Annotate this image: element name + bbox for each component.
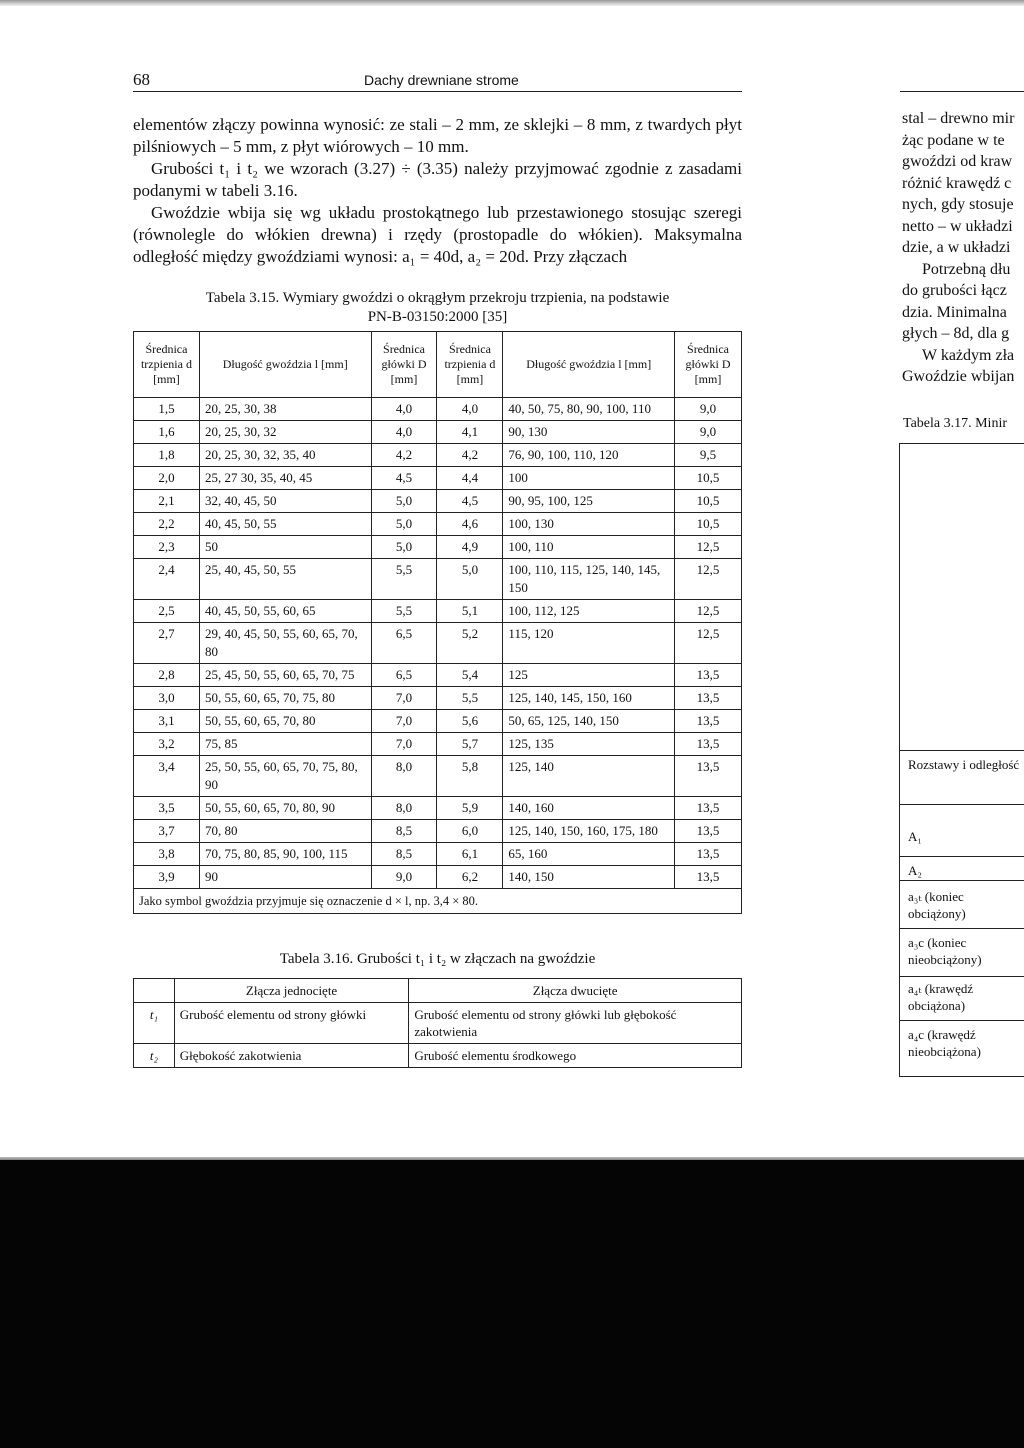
- table-cell: 5,0: [371, 490, 437, 513]
- table-cell: 4,5: [437, 490, 503, 513]
- column-header: Długość gwoździa l [mm]: [503, 332, 675, 398]
- table-cell: 5,1: [437, 600, 503, 623]
- table-cell: 13,5: [675, 710, 742, 733]
- table-cell: 25, 27 30, 35, 40, 45: [199, 467, 371, 490]
- table-row: [134, 600, 742, 623]
- right-column-text: [902, 108, 1024, 388]
- table-cell: 125, 140, 145, 150, 160: [503, 687, 675, 710]
- table-cell: 13,5: [675, 733, 742, 756]
- table-row: [134, 866, 742, 889]
- table-cell: 125, 140, 150, 160, 175, 180: [503, 820, 675, 843]
- table-row: [134, 710, 742, 733]
- table-3-17-partial: [899, 443, 1024, 1077]
- table-cell: 7,0: [371, 710, 437, 733]
- table-cell: 4,4: [437, 467, 503, 490]
- header-rule-right: [900, 91, 1024, 92]
- table-header-row: [134, 332, 742, 398]
- table-cell: 40, 50, 75, 80, 90, 100, 110: [503, 398, 675, 421]
- table-cell: 140, 160: [503, 797, 675, 820]
- table-cell: 5,8: [437, 756, 503, 797]
- table-row: [134, 467, 742, 490]
- table-cell: 5,5: [437, 687, 503, 710]
- table-cell: 70, 75, 80, 85, 90, 100, 115: [199, 843, 371, 866]
- right-line: netto – w układzi: [902, 217, 1013, 235]
- right-line: W każdym zła: [922, 346, 1015, 364]
- table-row: [134, 444, 742, 467]
- table-row: [134, 559, 742, 600]
- row-label: a₃ₜ (koniec obciążony): [908, 889, 966, 921]
- table-rule: [899, 856, 1024, 857]
- table-cell: 4,2: [371, 444, 437, 467]
- table-row: [134, 1044, 742, 1068]
- right-line: dzia. Minimalna: [902, 303, 1007, 321]
- table-cell: 1,8: [134, 444, 200, 467]
- table-row: [134, 623, 742, 664]
- table-cell: 6,5: [371, 664, 437, 687]
- column-header: Średnica główki D [mm]: [371, 332, 437, 398]
- table-cell: 2,4: [134, 559, 200, 600]
- table-cell: 4,6: [437, 513, 503, 536]
- right-line: żąc podane w te: [902, 131, 1005, 149]
- table-cell: 2,7: [134, 623, 200, 664]
- table-rule: [899, 804, 1024, 805]
- right-line: dzie, a w układzi: [902, 239, 1011, 256]
- row-label: a₄ₜ (krawędź obciążona): [908, 981, 974, 1013]
- table-3-17-caption: Tabela 3.17. Minir: [903, 416, 1007, 431]
- table-cell: 4,9: [437, 536, 503, 559]
- table-cell: 50, 55, 60, 65, 70, 80: [199, 710, 371, 733]
- table-rule: [899, 880, 1024, 881]
- table-cell: 4,1: [437, 421, 503, 444]
- table-cell: 10,5: [675, 490, 742, 513]
- table-row: [134, 513, 742, 536]
- right-line: stal – drewno mir: [902, 110, 1015, 127]
- table-cell: 140, 150: [503, 866, 675, 889]
- table-cell: 40, 45, 50, 55, 60, 65: [199, 600, 371, 623]
- scan-background: [0, 1160, 1024, 1448]
- table-cell: 9,0: [675, 421, 742, 444]
- table-row: [134, 687, 742, 710]
- right-line: nych, gdy stosuje: [902, 196, 1014, 213]
- row-label: A₂: [908, 863, 922, 878]
- table-cell: 13,5: [675, 866, 742, 889]
- table-cell: 125, 135: [503, 733, 675, 756]
- table-cell: 90, 95, 100, 125: [503, 490, 675, 513]
- table-cell: 5,7: [437, 733, 503, 756]
- table-cell: 5,4: [437, 664, 503, 687]
- table-cell: Grubość elementu od strony główki lub głębokość zakotwienia: [409, 1003, 742, 1044]
- scan-edge: [0, 0, 1024, 6]
- table-cell: 20, 25, 30, 32, 35, 40: [199, 444, 371, 467]
- table-cell: 5,0: [437, 559, 503, 600]
- table-cell: 2,2: [134, 513, 200, 536]
- table-cell: 12,5: [675, 600, 742, 623]
- table-cell: 115, 120: [503, 623, 675, 664]
- paragraph-3: Gwoździe wbija się wg układu prostokątnego lub przestawionego stosując szeregi (równolegle do włókien drewna) i rzędy (prostopadle do włókien). Maksymalna odległość między gwoździami wynosi: a₁ = 40d, a₂ = 20d. Przy złączach: [133, 203, 742, 266]
- right-line: różnić krawędź c: [902, 174, 1012, 192]
- row-label: a₃c (koniec nieobciążony): [908, 935, 982, 967]
- table-cell: t₂: [134, 1044, 175, 1068]
- table-cell: t₁: [134, 1003, 175, 1044]
- table-cell: 7,0: [371, 733, 437, 756]
- table-row: [134, 398, 742, 421]
- table-3-16-caption: Tabela 3.16. Grubości t₁ i t₂ w złączach na gwoździe: [279, 951, 596, 967]
- table-cell: 100, 110, 115, 125, 140, 145, 150: [503, 559, 675, 600]
- table-cell: 3,7: [134, 820, 200, 843]
- paragraph-1: elementów złączy powinna wynosić: ze stali – 2 mm, ze sklejki – 8 mm, z twardych płyt pilśniowych – 5 mm, z płyt wiórowych – 10 mm.: [133, 115, 742, 156]
- table-cell: 5,9: [437, 797, 503, 820]
- table-cell: 2,1: [134, 490, 200, 513]
- table-cell: 2,8: [134, 664, 200, 687]
- table-cell: 65, 160: [503, 843, 675, 866]
- table-cell: 3,0: [134, 687, 200, 710]
- table-cell: 10,5: [675, 467, 742, 490]
- table-cell: 9,0: [371, 866, 437, 889]
- table-row: [134, 490, 742, 513]
- column-header: Długość gwoździa l [mm]: [199, 332, 371, 398]
- table-row: [134, 843, 742, 866]
- table-cell: 3,5: [134, 797, 200, 820]
- table-cell: 1,6: [134, 421, 200, 444]
- table-note: Jako symbol gwoździa przyjmuje się oznaczenie d × l, np. 3,4 × 80.: [134, 889, 742, 914]
- table-cell: 6,1: [437, 843, 503, 866]
- table-cell: 13,5: [675, 756, 742, 797]
- table-row: [134, 733, 742, 756]
- table-cell: 50, 65, 125, 140, 150: [503, 710, 675, 733]
- table-cell: Grubość elementu od strony główki: [174, 1003, 409, 1044]
- table-note-row: [134, 889, 742, 914]
- table-cell: 3,9: [134, 866, 200, 889]
- table-rule: [899, 928, 1024, 929]
- table-cell: Grubość elementu środkowego: [409, 1044, 742, 1068]
- column-header: Średnica główki D [mm]: [675, 332, 742, 398]
- caption-line: PN-B-03150:2000 [35]: [367, 309, 508, 325]
- column-header: Złącza dwucięte: [409, 979, 742, 1003]
- table-cell: 5,2: [437, 623, 503, 664]
- table-cell: 100, 130: [503, 513, 675, 536]
- body-text: [133, 114, 742, 268]
- table-cell: 6,0: [437, 820, 503, 843]
- table-cell: 25, 45, 50, 55, 60, 65, 70, 75: [199, 664, 371, 687]
- table-cell: 50: [199, 536, 371, 559]
- right-line: głych – 8d, dla g: [902, 325, 1010, 342]
- table-cell: Głębokość zakotwienia: [174, 1044, 409, 1068]
- table-cell: 5,5: [371, 559, 437, 600]
- right-line: Potrzebną dłu: [922, 260, 1011, 278]
- table-cell: 75, 85: [199, 733, 371, 756]
- table-cell: 13,5: [675, 820, 742, 843]
- table-cell: 4,0: [371, 398, 437, 421]
- table-cell: 12,5: [675, 559, 742, 600]
- table-cell: 50, 55, 60, 65, 70, 75, 80: [199, 687, 371, 710]
- table-cell: 125: [503, 664, 675, 687]
- table-cell: 9,0: [675, 398, 742, 421]
- table-row: [134, 1003, 742, 1044]
- table-cell: 100, 112, 125: [503, 600, 675, 623]
- table-cell: 3,8: [134, 843, 200, 866]
- right-line: gwoździ od kraw: [902, 153, 1013, 170]
- table-cell: 3,4: [134, 756, 200, 797]
- table-cell: 13,5: [675, 843, 742, 866]
- table-cell: 40, 45, 50, 55: [199, 513, 371, 536]
- table-cell: 6,2: [437, 866, 503, 889]
- table-cell: 25, 40, 45, 50, 55: [199, 559, 371, 600]
- table-cell: 9,5: [675, 444, 742, 467]
- table-cell: 3,1: [134, 710, 200, 733]
- table-cell: 13,5: [675, 687, 742, 710]
- table-cell: 90, 130: [503, 421, 675, 444]
- table-header-row: [134, 979, 742, 1003]
- table-cell: 5,0: [371, 513, 437, 536]
- table-3-15: [133, 331, 742, 914]
- table-cell: 12,5: [675, 536, 742, 559]
- running-title: Dachy drewniane strome: [364, 72, 519, 88]
- table-cell: 4,0: [437, 398, 503, 421]
- table-cell: 20, 25, 30, 38: [199, 398, 371, 421]
- table-cell: 10,5: [675, 513, 742, 536]
- table-cell: 32, 40, 45, 50: [199, 490, 371, 513]
- table-row: [134, 797, 742, 820]
- table-3-16: [133, 978, 742, 1068]
- table-cell: 5,6: [437, 710, 503, 733]
- table-rule: [899, 976, 1024, 977]
- header-rule: [133, 91, 742, 92]
- table-cell: 7,0: [371, 687, 437, 710]
- caption-line: Tabela 3.15. Wymiary gwoździ o okrągłym przekroju trzpienia, na podstawie: [205, 290, 670, 306]
- table-cell: 2,5: [134, 600, 200, 623]
- table-cell: 5,0: [371, 536, 437, 559]
- table-cell: 4,0: [371, 421, 437, 444]
- table-cell: 8,0: [371, 797, 437, 820]
- row-label: Rozstawy i odległość: [908, 757, 1020, 772]
- table-row: [134, 756, 742, 797]
- table-cell: 50, 55, 60, 65, 70, 80, 90: [199, 797, 371, 820]
- right-line: do grubości łącz: [902, 282, 1007, 299]
- table-row: [134, 421, 742, 444]
- table-cell: 76, 90, 100, 110, 120: [503, 444, 675, 467]
- table-cell: 25, 50, 55, 60, 65, 70, 75, 80, 90: [199, 756, 371, 797]
- table-body: [134, 398, 742, 889]
- table-row: [134, 820, 742, 843]
- right-line: Gwoździe wbijan: [902, 368, 1015, 385]
- paragraph-2: Grubości t₁ i t₂ we wzorach (3.27) ÷ (3.35) należy przyjmować zgodnie z zasadami podanymi w tabeli 3.16.: [133, 159, 742, 200]
- table-cell: 8,5: [371, 820, 437, 843]
- column-header: Średnica trzpienia d [mm]: [134, 332, 200, 398]
- table-cell: 29, 40, 45, 50, 55, 60, 65, 70, 80: [199, 623, 371, 664]
- table-cell: 20, 25, 30, 32: [199, 421, 371, 444]
- table-3-15-caption: [133, 289, 742, 327]
- table-cell: 2,0: [134, 467, 200, 490]
- table-cell: 13,5: [675, 664, 742, 687]
- table-cell: 3,2: [134, 733, 200, 756]
- table-cell: 8,0: [371, 756, 437, 797]
- table-row: [134, 536, 742, 559]
- table-row: [134, 664, 742, 687]
- table-cell: 5,5: [371, 600, 437, 623]
- table-cell: 4,2: [437, 444, 503, 467]
- table-cell: 2,3: [134, 536, 200, 559]
- table-cell: 70, 80: [199, 820, 371, 843]
- table-cell: 4,5: [371, 467, 437, 490]
- table-cell: 100: [503, 467, 675, 490]
- table-cell: 125, 140: [503, 756, 675, 797]
- column-header: Średnica trzpienia d [mm]: [437, 332, 503, 398]
- column-header: Złącza jednocięte: [174, 979, 409, 1003]
- row-label: a₄c (krawędź nieobciążona): [908, 1027, 981, 1059]
- table-cell: 6,5: [371, 623, 437, 664]
- table-cell: 1,5: [134, 398, 200, 421]
- table-cell: 12,5: [675, 623, 742, 664]
- table-rule: [899, 1020, 1024, 1021]
- row-label: A₁: [908, 829, 922, 844]
- column-header: [134, 979, 175, 1003]
- table-cell: 90: [199, 866, 371, 889]
- page-number: 68: [133, 70, 150, 89]
- table-rule: [899, 750, 1024, 751]
- table-cell: 8,5: [371, 843, 437, 866]
- table-cell: 100, 110: [503, 536, 675, 559]
- table-cell: 13,5: [675, 797, 742, 820]
